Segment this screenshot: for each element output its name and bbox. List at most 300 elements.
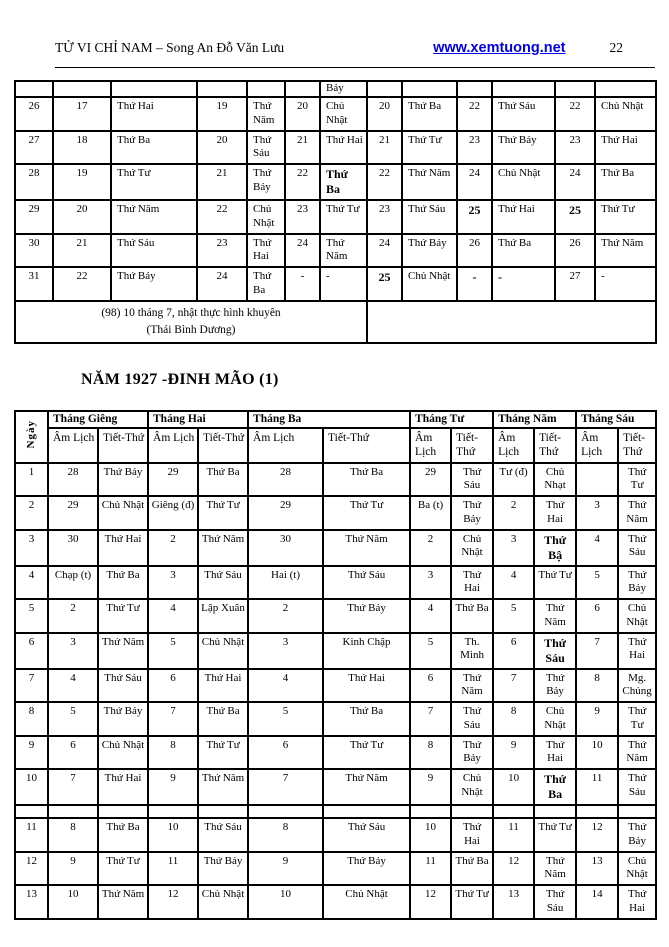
month-header-6: Tháng Sáu — [576, 411, 656, 428]
term-weekday-subheader: Tiết-Thứ — [618, 428, 656, 463]
table-row — [15, 164, 656, 200]
weekday-cell: Thứ Sáu — [402, 200, 457, 234]
month-header-3: Tháng Ba — [248, 411, 410, 428]
lunar-date-cell: 6 — [148, 669, 198, 703]
empty-cell — [534, 805, 576, 818]
header-divider — [55, 67, 655, 68]
empty-cell — [148, 805, 198, 818]
day-number-cell: 25 — [457, 200, 492, 234]
lunar-date-cell: 2 — [148, 530, 198, 566]
weekday-cell: Thứ Tư — [198, 496, 248, 530]
weekday-cell: Thứ Hai — [534, 736, 576, 770]
solar-day-cell: 9 — [15, 736, 48, 770]
term-weekday-subheader: Tiết-Thứ — [451, 428, 493, 463]
empty-cell — [618, 805, 656, 818]
weekday-cell: Thứ Bảy — [451, 736, 493, 770]
calendar-row — [15, 463, 656, 497]
weekday-cell: Chủ Nhật — [198, 885, 248, 919]
lunar-date-cell: 8 — [248, 818, 323, 852]
day-number-cell: 23 — [457, 131, 492, 165]
lunar-date-cell: 2 — [248, 599, 323, 633]
empty-cell — [248, 805, 323, 818]
weekday-cell: Thứ Bảy — [492, 131, 555, 165]
weekday-cell: Thứ Bảy — [198, 852, 248, 886]
day-number-cell: 20 — [367, 97, 402, 131]
weekday-cell: Thứ Tư — [323, 496, 410, 530]
lunar-date-cell: 4 — [248, 669, 323, 703]
day-number-cell: 17 — [53, 97, 111, 131]
weekday-cell: Thứ Tư — [618, 702, 656, 736]
weekday-cell: Thứ Năm — [534, 852, 576, 886]
weekday-cell: Chủ Nhật — [534, 702, 576, 736]
lunar-date-cell: 9 — [148, 769, 198, 805]
solar-day-cell: 29 — [15, 200, 53, 234]
month-header-2: Tháng Hai — [148, 411, 248, 428]
day-number-cell: 23 — [197, 234, 247, 268]
day-number-cell: 22 — [457, 97, 492, 131]
calendar-row — [15, 566, 656, 600]
weekday-cell: Chủ Nhật — [451, 530, 493, 566]
lunar-date-cell: 12 — [148, 885, 198, 919]
weekday-cell: Thứ Sáu — [111, 234, 197, 268]
weekday-cell: Thứ Tư — [111, 164, 197, 200]
weekday-cell: Thứ Tư — [98, 599, 148, 633]
lunar-date-cell: Ba (t) — [410, 496, 451, 530]
weekday-cell: Thứ Bảy — [534, 669, 576, 703]
weekday-cell: Thứ Bảy — [618, 818, 656, 852]
weekday-cell: Chủ Nhật — [618, 599, 656, 633]
website-link[interactable]: www.xemtuong.net — [433, 40, 566, 56]
empty-cell — [285, 81, 320, 97]
weekday-cell: Thứ Năm — [198, 769, 248, 805]
empty-cell — [197, 81, 247, 97]
table-row — [15, 97, 656, 131]
weekday-cell: Thứ Bảy — [451, 496, 493, 530]
weekday-cell: Thứ Sáu — [534, 633, 576, 669]
lunar-date-cell: 9 — [493, 736, 534, 770]
calendar-row — [15, 852, 656, 886]
day-number-cell: 22 — [555, 97, 595, 131]
weekday-cell: - — [492, 267, 555, 301]
lunar-date-cell: 7 — [576, 633, 618, 669]
table-row — [15, 200, 656, 234]
lunar-date-cell: 7 — [248, 769, 323, 805]
table-row — [15, 131, 656, 165]
weekday-cell: Chủ Nhật — [198, 633, 248, 669]
month-header-row — [15, 411, 656, 428]
lunar-date-cell: Giêng (đ) — [148, 496, 198, 530]
day-number-cell: 21 — [53, 234, 111, 268]
lunar-date-cell: 10 — [493, 769, 534, 805]
empty-cell — [492, 81, 555, 97]
lunar-date-subheader: Âm Lịch — [410, 428, 451, 463]
day-number-cell: 23 — [555, 131, 595, 165]
weekday-cell: Thứ Ba — [492, 234, 555, 268]
lunar-date-cell: 8 — [493, 702, 534, 736]
weekday-cell: Kinh Chập — [323, 633, 410, 669]
year-title: NĂM 1927 -ĐINH MÃO (1) — [81, 370, 279, 388]
lunar-date-cell: 12 — [576, 818, 618, 852]
day-number-cell: 22 — [197, 200, 247, 234]
weekday-cell: Thứ Năm — [595, 234, 656, 268]
lunar-date-cell: 4 — [148, 599, 198, 633]
weekday-cell: Thứ Bảy — [247, 164, 285, 200]
lunar-date-subheader: Âm Lịch — [148, 428, 198, 463]
day-number-cell: 25 — [367, 267, 402, 301]
day-number-cell: 20 — [197, 131, 247, 165]
solar-day-cell: 13 — [15, 885, 48, 919]
weekday-cell: Thứ Ba — [98, 818, 148, 852]
weekday-cell: Thứ Bảy — [323, 852, 410, 886]
weekday-cell: Thứ Hai — [451, 566, 493, 600]
empty-cell — [98, 805, 148, 818]
lunar-date-cell: 5 — [576, 566, 618, 600]
day-number-cell: 20 — [285, 97, 320, 131]
solar-day-cell: 26 — [15, 97, 53, 131]
weekday-cell: Chủ Nhật — [595, 97, 656, 131]
weekday-cell: - — [320, 267, 367, 301]
weekday-cell: Thứ Sáu — [98, 669, 148, 703]
solar-day-cell: 30 — [15, 234, 53, 268]
carryover-row — [15, 81, 656, 97]
weekday-cell: Thứ Hai — [111, 97, 197, 131]
weekday-cell: Chủ Nhạt — [534, 463, 576, 497]
lunar-date-cell: 30 — [48, 530, 98, 566]
empty-cell — [367, 81, 402, 97]
weekday-cell: Thứ Bảy — [98, 702, 148, 736]
empty-cell — [402, 81, 457, 97]
lunar-date-cell: 3 — [576, 496, 618, 530]
weekday-cell: Th. Minh — [451, 633, 493, 669]
weekday-cell: Thứ Ba — [451, 852, 493, 886]
empty-cell — [576, 805, 618, 818]
lunar-date-cell: 4 — [493, 566, 534, 600]
weekday-cell: Thứ Tư — [320, 200, 367, 234]
calendar-row — [15, 633, 656, 669]
weekday-cell: Thứ Ba — [595, 164, 656, 200]
lunar-date-cell: 2 — [410, 530, 451, 566]
lunar-date-cell: 29 — [48, 496, 98, 530]
weekday-cell: Thứ Bảy — [618, 566, 656, 600]
weekday-cell: Thứ Hai — [595, 131, 656, 165]
calendar-row — [15, 885, 656, 919]
weekday-cell: Thứ Tư — [323, 736, 410, 770]
lunar-date-cell: 8 — [148, 736, 198, 770]
lunar-date-cell: 11 — [148, 852, 198, 886]
weekday-cell: Thứ Sáu — [492, 97, 555, 131]
lunar-date-subheader: Âm Lịch — [248, 428, 323, 463]
lunar-date-cell: 8 — [410, 736, 451, 770]
lunar-date-cell: 14 — [576, 885, 618, 919]
weekday-cell: Chủ Nhật — [247, 200, 285, 234]
calendar-row — [15, 736, 656, 770]
weekday-cell: Thứ Sáu — [451, 463, 493, 497]
lunar-date-cell: 5 — [493, 599, 534, 633]
day-number-cell: 19 — [197, 97, 247, 131]
empty-cell — [198, 805, 248, 818]
lunar-date-cell: Chạp (t) — [48, 566, 98, 600]
eclipse-note-line1: (98) 10 tháng 7, nhật thực hình khuyên — [101, 307, 281, 320]
book-title: TỬ VI CHỈ NAM – Song An Đỗ Văn Lưu — [55, 40, 285, 55]
lunar-date-cell: 12 — [493, 852, 534, 886]
weekday-cell: Lập Xuân — [198, 599, 248, 633]
lunar-date-cell: 9 — [410, 769, 451, 805]
weekday-cell: Thứ Ba — [323, 463, 410, 497]
weekday-cell: Thứ Tư — [198, 736, 248, 770]
calendar-row — [15, 599, 656, 633]
day-number-cell: 20 — [53, 200, 111, 234]
weekday-cell: Thứ Ba — [323, 702, 410, 736]
day-number-cell: 24 — [285, 234, 320, 268]
lunar-date-cell: 13 — [493, 885, 534, 919]
term-weekday-subheader: Tiết-Thứ — [198, 428, 248, 463]
weekday-cell: Thứ Hai — [198, 669, 248, 703]
weekday-cell: Bảy — [320, 81, 367, 97]
empty-cell — [451, 805, 493, 818]
lunar-date-cell: 3 — [493, 530, 534, 566]
empty-cell — [111, 81, 197, 97]
solar-day-cell: 12 — [15, 852, 48, 886]
weekday-cell: Thứ Sáu — [534, 885, 576, 919]
weekday-cell: Chủ Nhật — [492, 164, 555, 200]
lunar-date-cell: 5 — [248, 702, 323, 736]
lunar-date-cell: 8 — [48, 818, 98, 852]
weekday-cell: Thứ Hai — [323, 669, 410, 703]
weekday-cell: Thứ Tư — [534, 566, 576, 600]
calendar-row — [15, 669, 656, 703]
month-header-5: Tháng Năm — [493, 411, 576, 428]
lunar-date-cell: 5 — [410, 633, 451, 669]
weekday-cell: Chủ Nhật — [320, 97, 367, 131]
weekday-cell: Thứ Tư — [402, 131, 457, 165]
weekday-cell: Thứ Ba — [534, 769, 576, 805]
empty-cell — [323, 805, 410, 818]
weekday-cell: Chủ Nhật — [402, 267, 457, 301]
weekday-cell: Thứ Sáu — [198, 818, 248, 852]
weekday-cell: Thứ Ba — [451, 599, 493, 633]
day-column-header-cell — [15, 411, 48, 463]
lunar-date-cell: 13 — [576, 852, 618, 886]
lunar-date-cell: 8 — [576, 669, 618, 703]
weekday-cell: Thứ Năm — [98, 885, 148, 919]
lunar-date-cell: 29 — [248, 496, 323, 530]
lunar-date-cell: 6 — [410, 669, 451, 703]
empty-cell — [595, 81, 656, 97]
lunar-date-cell: 30 — [248, 530, 323, 566]
weekday-cell: Thứ Năm — [323, 769, 410, 805]
weekday-cell: Thứ Sáu — [451, 702, 493, 736]
weekday-cell: Thứ Hai — [320, 131, 367, 165]
lunar-date-cell: 6 — [576, 599, 618, 633]
weekday-cell: Thứ Tư — [451, 885, 493, 919]
empty-cell — [15, 81, 53, 97]
weekday-cell: Thứ Năm — [618, 736, 656, 770]
lunar-date-cell: 2 — [48, 599, 98, 633]
empty-cell — [493, 805, 534, 818]
solar-day-cell: 28 — [15, 164, 53, 200]
empty-cell — [247, 81, 285, 97]
calendar-row — [15, 769, 656, 805]
lunar-date-cell: 29 — [410, 463, 451, 497]
calendar-row — [15, 530, 656, 566]
weekday-cell: Chủ Nhật — [98, 496, 148, 530]
day-number-cell: 24 — [555, 164, 595, 200]
weekday-cell: Thứ Ba — [320, 164, 367, 200]
term-weekday-subheader: Tiết-Thứ — [323, 428, 410, 463]
subheader-row — [15, 428, 656, 463]
page-number: 22 — [609, 40, 623, 55]
lunar-date-cell: 9 — [48, 852, 98, 886]
weekday-cell: Thứ Bảy — [111, 267, 197, 301]
lunar-date-cell: 9 — [576, 702, 618, 736]
table-row — [15, 234, 656, 268]
lunar-date-cell: 6 — [493, 633, 534, 669]
empty-cell — [367, 301, 656, 343]
eclipse-note — [15, 301, 367, 343]
weekday-cell: Chủ Nhật — [323, 885, 410, 919]
calendar-row — [15, 496, 656, 530]
lunar-date-cell: 7 — [48, 769, 98, 805]
lunar-date-cell: 12 — [410, 885, 451, 919]
weekday-cell: Thứ Năm — [534, 599, 576, 633]
weekday-cell: Mg. Chủng — [618, 669, 656, 703]
lunar-date-cell: 6 — [248, 736, 323, 770]
solar-day-cell: 31 — [15, 267, 53, 301]
solar-day-cell: 27 — [15, 131, 53, 165]
empty-cell — [48, 805, 98, 818]
lunar-date-subheader: Âm Lịch — [576, 428, 618, 463]
lunar-date-cell: 6 — [48, 736, 98, 770]
weekday-cell: Chủ Nhật — [618, 852, 656, 886]
spacer-row — [15, 805, 656, 818]
weekday-cell: Thứ Năm — [320, 234, 367, 268]
lunar-date-cell: 7 — [148, 702, 198, 736]
lunar-date-cell: 10 — [410, 818, 451, 852]
weekday-cell: Thứ Sáu — [323, 566, 410, 600]
solar-day-cell: 8 — [15, 702, 48, 736]
lunar-date-cell: 3 — [248, 633, 323, 669]
solar-day-cell: 10 — [15, 769, 48, 805]
day-number-cell: 18 — [53, 131, 111, 165]
lunar-date-subheader: Âm Lịch — [493, 428, 534, 463]
weekday-cell: Thứ Bảy — [98, 463, 148, 497]
month-header-4: Tháng Tư — [410, 411, 493, 428]
day-number-cell: 23 — [285, 200, 320, 234]
weekday-cell: Thứ Bậ — [534, 530, 576, 566]
lunar-date-cell: 3 — [148, 566, 198, 600]
lunar-date-cell: 11 — [576, 769, 618, 805]
solar-day-cell: 7 — [15, 669, 48, 703]
lunar-date-cell: 7 — [493, 669, 534, 703]
lunar-date-cell: 10 — [48, 885, 98, 919]
solar-day-cell: 4 — [15, 566, 48, 600]
weekday-cell: Thứ Năm — [98, 633, 148, 669]
day-number-cell: 24 — [367, 234, 402, 268]
lunar-date-cell: 29 — [148, 463, 198, 497]
weekday-cell: Thứ Năm — [198, 530, 248, 566]
calendar-row — [15, 702, 656, 736]
weekday-cell: Thứ Ba — [198, 463, 248, 497]
lunar-date-cell: 5 — [48, 702, 98, 736]
month-header-1: Tháng Giêng — [48, 411, 148, 428]
empty-cell — [53, 81, 111, 97]
day-number-cell: 22 — [53, 267, 111, 301]
empty-cell — [576, 463, 618, 497]
calendar-continuation-table — [14, 80, 657, 344]
empty-cell — [15, 805, 48, 818]
weekday-cell: Thứ Năm — [618, 496, 656, 530]
weekday-cell: Chủ Nhật — [98, 736, 148, 770]
day-number-cell: 26 — [555, 234, 595, 268]
weekday-cell: Thứ Bảy — [402, 234, 457, 268]
weekday-cell: Thứ Năm — [247, 97, 285, 131]
empty-cell — [457, 81, 492, 97]
lunar-date-cell: 28 — [248, 463, 323, 497]
lunar-date-cell: 10 — [148, 818, 198, 852]
weekday-cell: Thứ Hai — [98, 769, 148, 805]
weekday-cell: Thứ Hai — [451, 818, 493, 852]
lunar-date-cell: 4 — [48, 669, 98, 703]
lunar-date-cell: 3 — [48, 633, 98, 669]
weekday-cell: Thứ Tư — [618, 463, 656, 497]
day-number-cell: - — [457, 267, 492, 301]
term-weekday-subheader: Tiết-Thứ — [534, 428, 576, 463]
day-number-cell: 25 — [555, 200, 595, 234]
weekday-cell: Thứ Ba — [402, 97, 457, 131]
footnote-row — [15, 301, 656, 343]
weekday-cell: Thứ Ba — [198, 702, 248, 736]
term-weekday-subheader: Tiết-Thứ — [98, 428, 148, 463]
lunar-date-cell: Hai (t) — [248, 566, 323, 600]
weekday-cell: Thứ Sáu — [618, 769, 656, 805]
lunar-date-cell: 10 — [576, 736, 618, 770]
weekday-cell: Thứ Sáu — [198, 566, 248, 600]
day-number-cell: 24 — [457, 164, 492, 200]
eclipse-note-line2: (Thái Bình Dương) — [146, 323, 236, 336]
weekday-cell: Thứ Ba — [247, 267, 285, 301]
solar-day-cell: 11 — [15, 818, 48, 852]
solar-day-cell: 2 — [15, 496, 48, 530]
weekday-cell: - — [595, 267, 656, 301]
solar-day-cell: 3 — [15, 530, 48, 566]
day-column-header: Ngày — [24, 420, 37, 449]
calendar-row — [15, 818, 656, 852]
lunar-date-cell: 5 — [148, 633, 198, 669]
weekday-cell: Thứ Hai — [534, 496, 576, 530]
weekday-cell: Thứ Hai — [98, 530, 148, 566]
empty-cell — [410, 805, 451, 818]
weekday-cell: Thứ Năm — [111, 200, 197, 234]
lunar-date-cell: 7 — [410, 702, 451, 736]
weekday-cell: Thứ Sáu — [618, 530, 656, 566]
solar-day-cell: 1 — [15, 463, 48, 497]
lunar-date-cell: 9 — [248, 852, 323, 886]
day-number-cell: 21 — [367, 131, 402, 165]
weekday-cell: Thứ Tư — [595, 200, 656, 234]
weekday-cell: Thứ Hai — [618, 633, 656, 669]
lunar-date-cell: 10 — [248, 885, 323, 919]
lunar-date-cell: 3 — [410, 566, 451, 600]
lunar-date-cell: 11 — [410, 852, 451, 886]
weekday-cell: Thứ Hai — [618, 885, 656, 919]
day-number-cell: 26 — [457, 234, 492, 268]
weekday-cell: Thứ Tư — [98, 852, 148, 886]
page-header — [0, 0, 669, 56]
day-number-cell: 24 — [197, 267, 247, 301]
day-number-cell: 21 — [197, 164, 247, 200]
weekday-cell: Thứ Sáu — [323, 818, 410, 852]
day-number-cell: - — [285, 267, 320, 301]
